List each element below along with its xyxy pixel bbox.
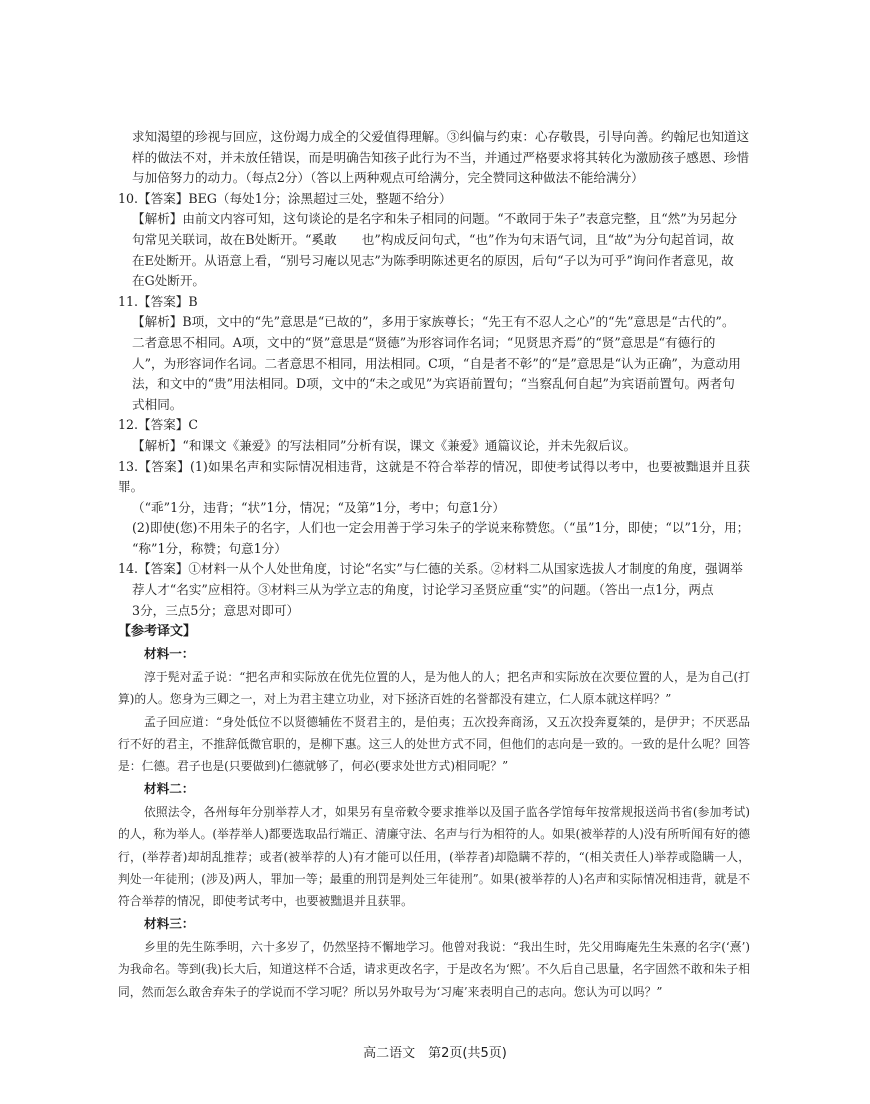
answer-line: 11.【答案】B bbox=[118, 293, 198, 309]
answer-detail-line: 3分，三点5分；意思对即可） bbox=[132, 602, 300, 618]
top-paragraph bbox=[118, 127, 750, 189]
material-2-title: 材料二： bbox=[144, 781, 195, 797]
analysis-line: 【解析】“和课文《兼爱》的写法相同”分析有误，课文《兼爱》通篇议论，并未先叙后议。 bbox=[132, 437, 637, 453]
material-3-title: 材料三： bbox=[144, 916, 195, 932]
material-2-para: 依照法令，各州每年分别举荐人才，如果另有皇帝敕令要求推举以及国子监各学馆每年按常规报送尚书省(参加考试)的人，称为举人。(举荐举人)都要选取品行端正、清廉守法、名声与行为相符的人。如果(被举荐的人)没有所听闻有好的德行，(举荐者)却胡乱推荐；或者(被举荐的人)有才能可以任用，(举荐者)却隐瞒不荐的，“(相关责任人)举荐或隐瞒一人，判处一年徒刑；(涉及)两人，罪加一等；最重的刑罚是判处三年徒刑”。如果(被举荐的人)名声和实际情况相违背，就是不符合举荐的情况，即使考试考中，也要被黜退并且获罪。 bbox=[118, 805, 750, 909]
analysis-line: 式相同。 bbox=[132, 396, 183, 412]
analysis-line: 法，和文中的“贵”用法相同。D项，文中的“未之或见”为宾语前置句；“当察乱何自起”为宾语前置句。两者句 bbox=[132, 376, 735, 392]
analysis-line: 在G处断开。 bbox=[132, 273, 206, 289]
question-14 bbox=[118, 559, 750, 621]
question-13 bbox=[118, 457, 750, 560]
page-footer: 高二语文 第2页(共5页) bbox=[363, 1046, 507, 1061]
question-12 bbox=[118, 415, 750, 456]
answer-line: 14.【答案】①材料一从个人处世角度，讨论“名实”与仁德的关系。②材料二从国家选拔人才制度的角度，强调举 bbox=[118, 561, 743, 577]
answer-detail-line: （“乖”1分，违背；“状”1分，情况；“及第”1分，考中；句意1分） bbox=[132, 499, 505, 515]
answer-line: 13.【答案】(1)如果名声和实际情况相违背，这就是不符合举荐的情况，即使考试得以考中，也要被黜退并且获罪。 bbox=[118, 458, 750, 495]
answer-line: 10.【答案】BEG（每处1分；涂黑超过三处，整题不给分） bbox=[118, 190, 452, 206]
text-line: 与加倍努力的动力。（每点2分）（答以上两种观点可给满分，完全赞同这种做法不能给满分） bbox=[132, 170, 644, 186]
answer-detail-line: “称”1分，称赞；句意1分） bbox=[132, 540, 287, 556]
answer-detail-line: 荐人才“名实”应相符。③材料三从为学立志的角度，讨论学习圣贤应重“实”的问题。（答出一点1分，两点 bbox=[132, 582, 714, 598]
analysis-line: 【解析】B项，文中的“先”意思是“已故的”，多用于家族尊长；“先王有不忍人之心”的“先”意思是“古代的”。 bbox=[132, 314, 735, 330]
text-line: 求知渴望的珍视与回应，这份竭力成全的父爱值得理解。③纠偏与约束：心存敬畏，引导向善。约翰尼也知道这 bbox=[132, 129, 750, 144]
analysis-line: 二者意思不相同。A项，文中的“贤”意思是“贤德”为形容词作名词；“见贤思齐焉”的“贤”意思是“有德行的 bbox=[132, 334, 716, 350]
analysis-line: 句常见关联词，故在B处断开。“奚敢 也”构成反问句式，“也”作为句末语气词，且“故”为分句起首词，故 bbox=[132, 231, 735, 247]
answer-line: 12.【答案】C bbox=[118, 417, 199, 433]
text-line: 样的做法不对，并未放任错误，而是明确告知孩子此行为不当，并通过严格要求将其转化为激励孩子感恩、珍惜 bbox=[132, 149, 750, 165]
material-3-para: 乡里的先生陈季明，六十多岁了，仍然坚持不懈地学习。他曾对我说：“我出生时，先父用晦庵先生朱熹的名字(‘熹’)为我命名。等到(我)长大后，知道这样不合适，请求更改名字，于是改名为‘熙’。不久后自己思量，名字固然不敢和朱子相同，然而怎么敢舍弃朱子的学说而不学习呢？所以另外取号为‘习庵’来表明自己的志向。您认为可以吗？” bbox=[118, 940, 750, 999]
material-1-para: 淳于髡对孟子说：“把名声和实际放在优先位置的人，是为他人的人；把名声和实际放在次要位置的人，是为自己(打算)的人。您身为三卿之一，对上为君主建立功业，对下拯济百姓的名誉都没有建立，仁人原本就这样吗？” bbox=[118, 670, 750, 707]
reference-translation bbox=[118, 621, 750, 1003]
analysis-line: 在E处断开。从语意上看，“别号习庵以见志”为陈季明陈述更名的原因，后句“子以为可乎”询问作者意见，故 bbox=[132, 252, 734, 268]
material-1-para: 孟子回应道：“身处低位不以贤德辅佐不贤君主的，是伯夷；五次投奔商汤，又五次投奔夏桀的，是伊尹；不厌恶品行不好的君主，不推辞低微官职的，是柳下惠。这三人的处世方式不同，但他们的志向是一致的。一致的是什么呢？回答是：仁德。君子也是(只要做到)仁德就够了，何必(要求处世方式)相同呢？” bbox=[118, 714, 750, 774]
analysis-line: 【解析】由前文内容可知，这句谈论的是名字和朱子相同的问题。“不敢同于朱子”表意完整，且“然”为另起分 bbox=[132, 211, 738, 227]
analysis-line: 人”，为形容词作名词。二者意思不相同，用法相同。C项，“自是者不彰”的“是”意思是“认为正确”，为意动用 bbox=[132, 355, 741, 371]
reference-title: 【参考译文】 bbox=[118, 624, 197, 640]
question-11 bbox=[118, 292, 750, 416]
answer-page bbox=[118, 127, 750, 1003]
answer-detail-line: (2)即使(您)不用朱子的名字，人们也一定会用善于学习朱子的学说来称赞您。（“虽”1分，即使；“以”1分，用； bbox=[132, 520, 750, 536]
question-10 bbox=[118, 189, 750, 292]
material-1-title: 材料一： bbox=[144, 646, 195, 662]
